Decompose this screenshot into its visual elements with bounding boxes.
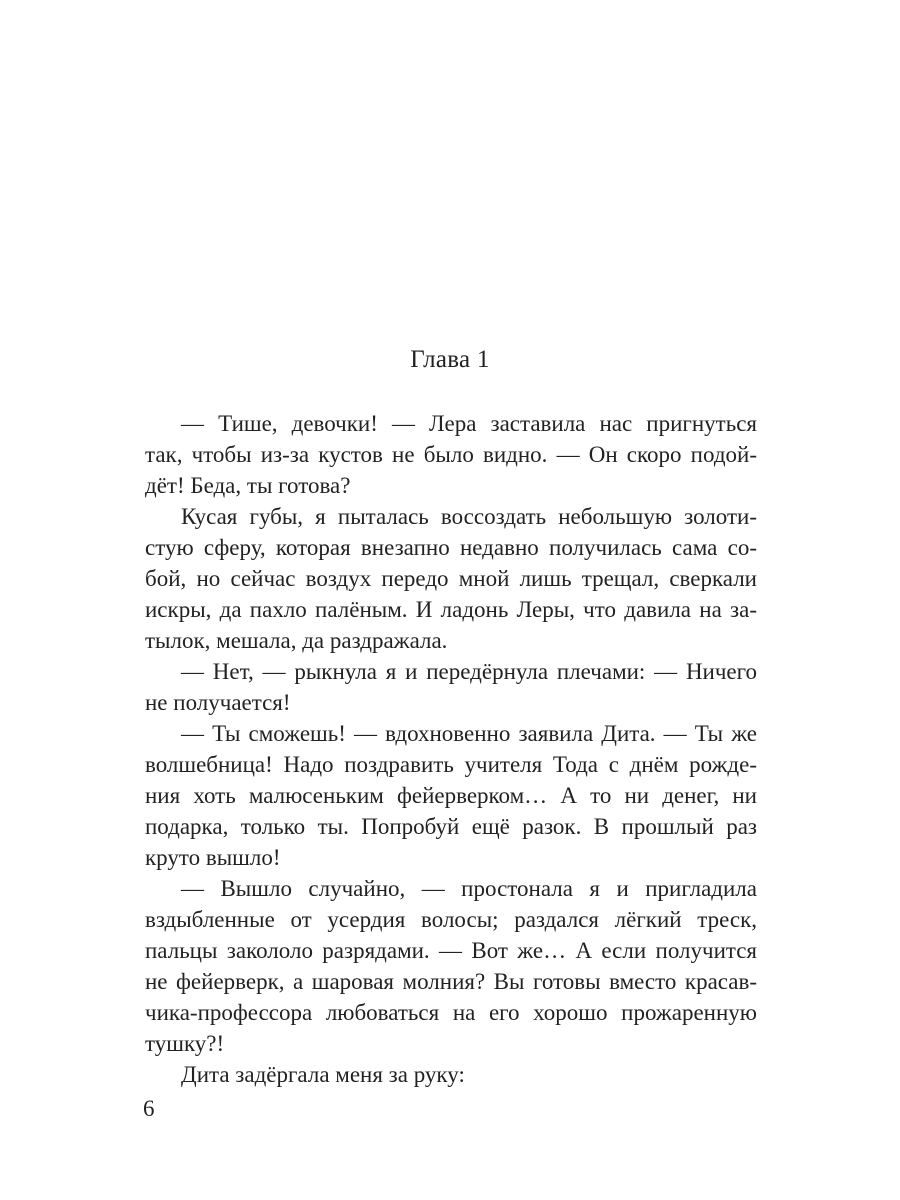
paragraph bbox=[145, 501, 757, 656]
paragraph bbox=[145, 718, 757, 873]
paragraph bbox=[145, 656, 757, 718]
text-line: вздыбленные от усердия волосы; раздался лёгкий треск, bbox=[145, 907, 757, 932]
text-line: подарка, только ты. Попробуй ещё разок. В прошлый раз bbox=[145, 814, 757, 839]
text-line: — Тише, девочки! — Лера заставила нас пригнуться bbox=[181, 411, 757, 436]
paragraph bbox=[145, 408, 757, 501]
text-line: волшебница! Надо поздравить учителя Тода с днём рожде- bbox=[145, 752, 757, 777]
page-number: 6 bbox=[143, 1096, 155, 1121]
text-line: Дита задёргала меня за руку: bbox=[181, 1062, 465, 1087]
text-line: не фейерверк, а шаровая молния? Вы готовы вместо красав- bbox=[145, 969, 757, 994]
chapter-title: Глава 1 bbox=[410, 346, 490, 373]
text-line: дёт! Беда, ты готова? bbox=[145, 473, 351, 498]
paragraph bbox=[145, 1059, 757, 1090]
text-line: бой, но сейчас воздух передо мной лишь трещал, сверкали bbox=[145, 566, 757, 591]
body-text bbox=[145, 408, 757, 1090]
text-line: — Ты сможешь! — вдохновенно заявила Дита. — Ты же bbox=[181, 721, 757, 746]
text-line: искры, да пахло палёным. И ладонь Леры, что давила на за- bbox=[145, 597, 757, 622]
text-line: чика-профессора любоваться на его хорошо прожаренную bbox=[145, 1000, 757, 1025]
text-line: ния хоть малюсеньким фейерверком… А то ни денег, ни bbox=[145, 783, 757, 808]
text-line: круто вышло! bbox=[145, 845, 281, 870]
text-line: не получается! bbox=[145, 690, 291, 715]
paragraph bbox=[145, 873, 757, 1059]
text-line: тушку?! bbox=[145, 1031, 225, 1056]
text-line: так, чтобы из-за кустов не было видно. — Он скоро подой- bbox=[145, 442, 757, 467]
text-line: — Вышло случайно, — простонала я и пригладила bbox=[181, 876, 757, 901]
text-line: тылок, мешала, да раздражала. bbox=[145, 628, 448, 653]
text-line: стую сферу, которая внезапно недавно получилась сама со- bbox=[145, 535, 757, 560]
text-line: — Нет, — рыкнула я и передёрнула плечами: — Ничего bbox=[181, 659, 757, 684]
text-line: Кусая губы, я пыталась воссоздать небольшую золоти- bbox=[181, 504, 757, 529]
text-line: пальцы закололо разрядами. — Вот же… А если получится bbox=[145, 938, 757, 963]
